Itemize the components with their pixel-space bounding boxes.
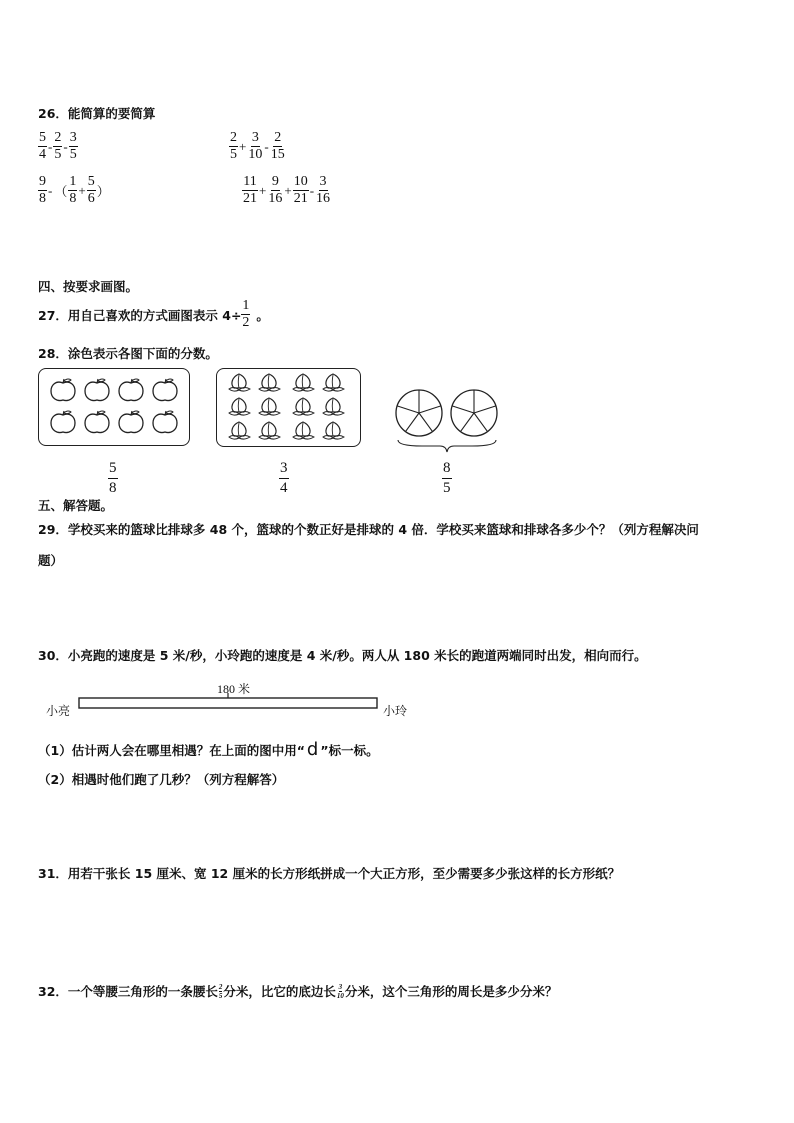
peach-icon [259, 374, 280, 391]
fraction: $\frac{5}{4}$ [39, 130, 46, 162]
section-5-heading: 五、解答题。 [38, 498, 114, 513]
fraction: $\frac{9}{16}$ [268, 174, 283, 206]
circle-1-icon [396, 390, 442, 436]
fraction: $\frac{3}{16}$ [316, 174, 331, 206]
peach-icon [293, 398, 314, 415]
fraction: $\frac{3}{5}$ [69, 130, 77, 162]
peach-icon [323, 374, 344, 391]
q31-text: 31．用若干张长 15 厘米、宽 12 厘米的长方形纸拼成一个大正方形，至少需要多少张这样的长方形纸？ [38, 866, 621, 881]
fraction: $\frac{10}{21}$ [293, 174, 308, 206]
fraction: $\frac{11}{21}$ [243, 174, 257, 206]
q29-line-1: 29．学校买来的篮球比排球多 48 个，篮球的个数正好是排球的 4 倍．学校买来篮球和排球各多少个？（列方程解决问 [38, 522, 699, 537]
peach-icon [229, 398, 250, 415]
fraction: $\frac{3}{10}$ [336, 982, 344, 1000]
circle-2-icon [451, 390, 497, 436]
q27-end: 。 [256, 307, 269, 323]
circle-fraction: $\frac{8}{5}$ [443, 460, 451, 496]
apple-icon [153, 411, 177, 433]
fraction: $\frac{2}{5}$ [230, 130, 237, 162]
circle-group [392, 384, 502, 454]
apple-fraction: $\frac{5}{8}$ [109, 460, 117, 496]
brace-icon [398, 440, 496, 452]
apple-icon [119, 379, 143, 401]
q30-sub-2: （2）相遇时他们跑了几秒？（列方程解答） [38, 772, 285, 787]
track-length-label: 180 米 [217, 682, 251, 696]
track-diagram [76, 692, 382, 718]
fraction: $\frac{2}{15}$ [270, 130, 285, 162]
q26-expr-4: $\frac{11}{21}$ + $\frac{9}{16}$ + $\frac{10}{21}$ - $\frac{3}{16}$ [243, 174, 331, 206]
q29-line-2: 题） [38, 553, 64, 568]
q27-text: 27．用自己喜欢的方式画图表示 4÷ [38, 307, 242, 323]
peach-icon [259, 422, 280, 439]
q30-sub-1: （1）估计两人会在哪里相遇？在上面的图中用“ d ”标一标。 [38, 739, 379, 760]
fraction: $\frac{2}{5}$ [218, 982, 223, 1000]
fraction: $\frac{9}{8}$ [39, 174, 46, 206]
q26-expr-3: $\frac{9}{8}$ - （ $\frac{1}{8}$ + $\frac{5}{6}$ ） [39, 174, 110, 206]
mark-symbol: d [306, 739, 319, 760]
apple-icon [119, 411, 143, 433]
peach-icon [323, 422, 344, 439]
apple-icon [85, 411, 109, 433]
peach-fraction: $\frac{3}{4}$ [280, 460, 288, 496]
track-rect [79, 698, 377, 708]
peach-icon [259, 398, 280, 415]
q27 [38, 298, 269, 331]
fraction: $\frac{2}{5}$ [54, 130, 62, 162]
q26-expr-2: $\frac{2}{5}$ + $\frac{3}{10}$ - $\frac{2}{15}$ [230, 130, 285, 162]
fraction: $\frac{5}{6}$ [87, 174, 95, 206]
peach-icon [229, 374, 250, 391]
apple-group [38, 368, 190, 446]
q30-text: 30．小亮跑的速度是 5 米/秒，小玲跑的速度是 4 米/秒。两人从 180 米长的跑道两端同时出发，相向而行。 [38, 648, 647, 663]
section-4-heading: 四、按要求画图。 [38, 279, 139, 294]
apple-icon [153, 379, 177, 401]
peach-icon [229, 422, 250, 439]
right-runner-label: 小玲 [383, 704, 408, 718]
apple-icon [51, 411, 75, 433]
q26-title: 26．能简算的要简算 [38, 106, 156, 121]
peach-icon [293, 422, 314, 439]
apple-icon [85, 379, 109, 401]
fraction: $\frac{3}{10}$ [248, 130, 263, 162]
q28-title: 28．涂色表示各图下面的分数。 [38, 346, 218, 361]
peach-group [216, 368, 361, 447]
peach-icon [323, 398, 344, 415]
fraction: $\frac{1}{8}$ [69, 174, 77, 206]
peach-icon [293, 374, 314, 391]
apple-icon [51, 379, 75, 401]
q32: 32．一个等腰三角形的一条腰长 $\frac{2}{5}$ 分米，比它的底边长 $\frac{3}{10}$ 分米，这个三角形的周长是多少分米？ [38, 982, 558, 1000]
fraction: $\frac{1}{2}$ [242, 298, 250, 330]
left-runner-label: 小亮 [46, 704, 71, 718]
q26-expr-1: $\frac{5}{4}$ - $\frac{2}{5}$ - $\frac{3}{5}$ [39, 130, 77, 162]
